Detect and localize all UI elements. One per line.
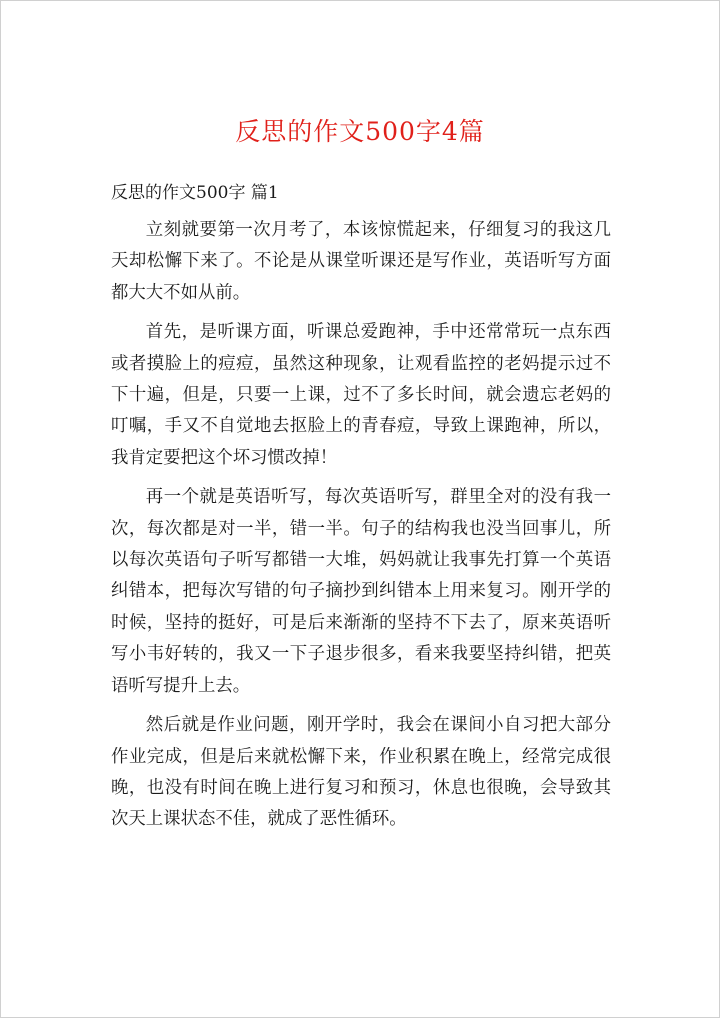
paragraph-4: 然后就是作业问题，刚开学时，我会在课间小自习把大部分作业完成，但是后来就松懈下来，作业积累在晚上，经常完成很晚，也没有时间在晚上进行复习和预习，休息也很晚，会导致其次天上课状态不佳，就成了恶性循环。 — [111, 715, 611, 830]
document-body — [111, 215, 611, 844]
paragraph-2: 首先，是听课方面，听课总爱跑神，手中还常常玩一点东西或者摸脸上的痘痘，虽然这种现象，让观看监控的老妈提示过不下十遍，但是，只要一上课，过不了多长时间，就会遗忘老妈的叮嘱，手又不自觉地去抠脸上的青春痘，导致上课跑神，所以，我肯定要把这个坏习惯改掉！ — [111, 322, 611, 468]
section-heading: 反思的作文500字 篇1 — [111, 183, 279, 203]
document-title: 反思的作文500字4篇 — [235, 117, 485, 146]
paragraph-3: 再一个就是英语听写，每次英语听写，群里全对的没有我一次，每次都是对一半，错一半。句子的结构我也没当回事儿，所以每次英语句子听写都错一大堆，妈妈就让我事先打算一个英语纠错本，把每次写错的句子摘抄到纠错本上用来复习。刚开学的时候，坚持的挺好，可是后来渐渐的坚持不下去了，原来英语听写小韦好转的，我又一下子退步很多，看来我要坚持纠错，把英语听写提升上去。 — [111, 487, 611, 696]
paragraph-1: 立刻就要第一次月考了，本该惊慌起来，仔细复习的我这几天却松懈下来了。不论是从课堂听课还是写作业，英语听写方面都大大不如从前。 — [111, 220, 611, 303]
